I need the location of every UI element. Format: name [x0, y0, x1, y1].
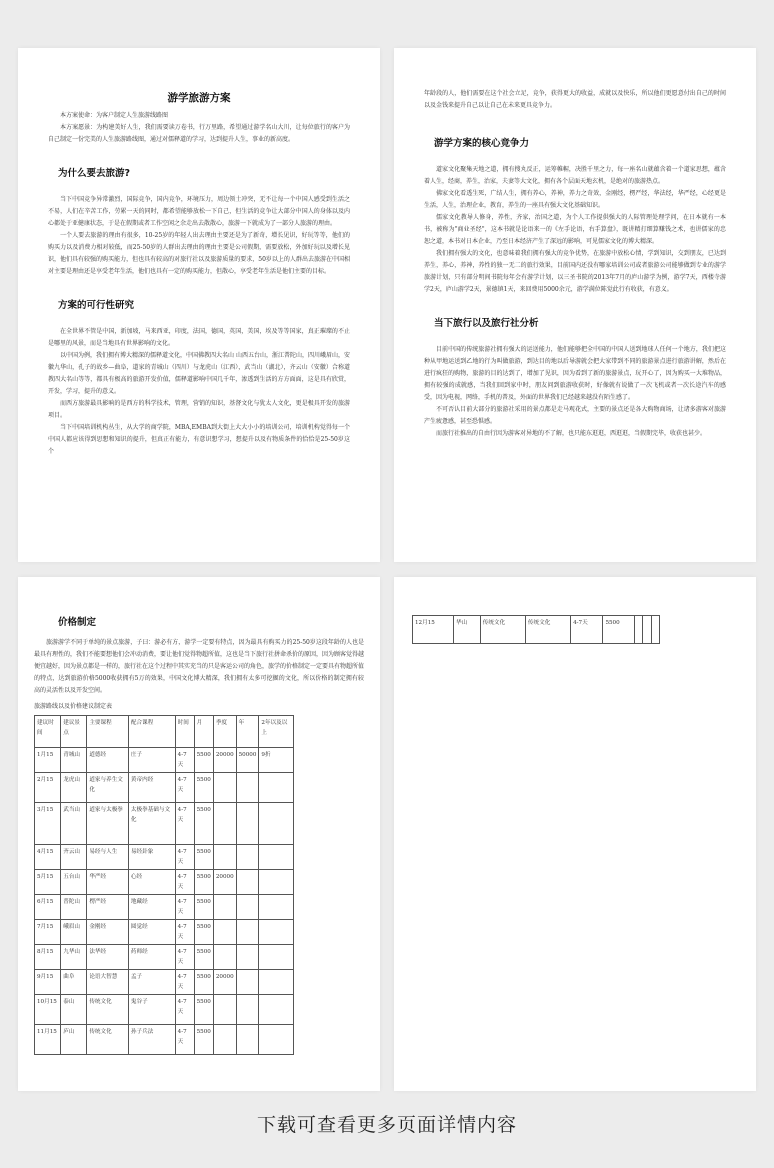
paragraph-continuation: 年龄段的人，他们需要在这个社会立足，竞争，获得更大的收益，成就以及快乐，所以他们更愿意付出自己的时间以及金钱来提升自己以让自己在未来更具竞争力。 — [424, 90, 726, 109]
table-cell — [259, 870, 294, 895]
table-cell: 齐云山 — [61, 845, 87, 870]
table-cell: 5500 — [194, 995, 213, 1025]
table-cell: 普陀山 — [61, 895, 87, 920]
table-caption: 旅游路线以及价格建议制定表 — [34, 703, 113, 710]
document-page-2 — [394, 48, 756, 562]
table-row — [35, 870, 294, 895]
table-cell: 道德经 — [87, 748, 129, 773]
table-row — [35, 995, 294, 1025]
table-cell — [259, 1025, 294, 1055]
table-cell — [259, 803, 294, 845]
table-cell: 6月15 — [35, 895, 61, 920]
table-cell: 20000 — [213, 748, 236, 773]
table-header: 建议景点 — [61, 716, 87, 748]
table-cell — [213, 895, 236, 920]
table-cell: 金刚经 — [87, 920, 129, 945]
table-cell: 地藏经 — [128, 895, 175, 920]
table-cell — [213, 945, 236, 970]
table-cell: 4-7天 — [175, 803, 194, 845]
table-cell: 4-7天 — [175, 995, 194, 1025]
table-header: 时间 — [175, 716, 194, 748]
table-cell — [236, 895, 259, 920]
table-cell — [213, 1025, 236, 1055]
table-cell — [236, 995, 259, 1025]
table-cell: 5500 — [194, 920, 213, 945]
table-cell: 心经 — [128, 870, 175, 895]
table-cell: 5500 — [194, 970, 213, 995]
table-cell: 5500 — [194, 845, 213, 870]
table-cell: 1月15 — [35, 748, 61, 773]
table-cell: 曲阜 — [61, 970, 87, 995]
table-cell — [259, 920, 294, 945]
table-row — [35, 748, 294, 773]
table-cell: 4-7天 — [175, 895, 194, 920]
table-row — [35, 773, 294, 803]
paragraph: 而旅行社推出的自由行因为游客对异地的不了解，也只能东逛逛，西逛逛，当假期完毕，收获也甚少。 — [436, 430, 707, 437]
table-cell: 庐山 — [61, 1025, 87, 1055]
table-cell — [259, 773, 294, 803]
table-row — [35, 920, 294, 945]
table-cell: 太极拳基础与文化 — [128, 803, 175, 845]
table-cell: 9月15 — [35, 970, 61, 995]
table-header: 月 — [194, 716, 213, 748]
table-header: 2年以及以上 — [259, 716, 294, 748]
table-cell: 华山 — [453, 616, 480, 644]
table-header: 年 — [236, 716, 259, 748]
table-cell: 5500 — [194, 1025, 213, 1055]
paragraph: 在全世界不管是中国，新加坡，马来西亚，印度，法国，德国，英国，美国，埃及等等国家，真正璀璨的不止是哪里的风景，而是当地具有世界影响的文化。 — [48, 328, 350, 347]
table-cell: 4-7天 — [175, 870, 194, 895]
table-cell: 5500 — [194, 870, 213, 895]
table-cell — [236, 920, 259, 945]
table-cell: 3月15 — [35, 803, 61, 845]
mission-statement: 本方案使命：为客户制定人生旅游线路图 — [60, 112, 169, 119]
table-cell: 圆觉经 — [128, 920, 175, 945]
table-cell — [259, 895, 294, 920]
table-header: 主要课程 — [87, 716, 129, 748]
table-cell — [643, 616, 651, 644]
download-prompt[interactable]: 下载可查看更多页面详情内容 — [256, 1114, 517, 1136]
table-cell: 龙虎山 — [61, 773, 87, 803]
table-cell: 5500 — [194, 895, 213, 920]
document-page-3 — [18, 577, 380, 1091]
table-cell: 九华山 — [61, 945, 87, 970]
table-row — [35, 1025, 294, 1055]
table-cell: 5500 — [194, 945, 213, 970]
table-cell: 道家与太极拳 — [87, 803, 129, 845]
table-cell: 5500 — [603, 616, 635, 644]
table-cell: 华严经 — [87, 870, 129, 895]
table-cell: 鬼谷子 — [128, 995, 175, 1025]
paragraph: 儒家文化教导人修身，养性，齐家，治国之道，为个人工作提供强大的人际管理处理学问，在日本就有一本书，被称为"商业圣经"，这本书就是论语来一的《左手论语，右手算盘》，既讲精打细算赚钱之术，也讲儒家的忠恕之道，本书对日本企业，乃至日本经济产生了深远的影响，可见儒家文化的博大精深。 — [424, 214, 726, 245]
table-cell: 20000 — [213, 970, 236, 995]
paragraph: 目前中国的传统旅游社拥有强大的运送能力，他们能够把全中国的中国人送到地球人任何一个地方，我们把这种从甲地运送到乙地的行为叫做旅游，到达目的地以后导游就会把大家带到不同的旅游景点进行旅游讲解，然后在进行疯狂的购物，旅游的目的达到了，增加了见识，因为看到了新的旅游景点，玩开心了，因为购买一大堆物品，拥有较强的成就感，当我们回到家中时，朋友问到旅游收获时，好像就有说做了一次飞机或者一次长途汽车的感受，因为电视，网络，手机的普及，外面的世界我们已经越来越没有陌生感了。 — [424, 346, 726, 401]
table-cell: 5500 — [194, 773, 213, 803]
table-cell: 楞严经 — [87, 895, 129, 920]
table-cell: 传统文化 — [480, 616, 525, 644]
table-cell — [236, 773, 259, 803]
document-page-1 — [18, 48, 380, 562]
table-cell: 4-7天 — [175, 970, 194, 995]
paragraph: 当下中国培训机构丛生，从大学的商学院，MBA,EMBA到大街上大大小小的培训公司，培训机构觉得每一个中国人都应该得到思想和知识的提升，但真正有能力，有意识想学习，想提升以及有物质条件的恰恰是25-50岁这个 — [48, 424, 350, 455]
price-table-continuation — [412, 615, 660, 644]
table-cell — [213, 845, 236, 870]
table-cell: 峨眉山 — [61, 920, 87, 945]
table-cell — [236, 1025, 259, 1055]
table-cell: 4-7天 — [175, 748, 194, 773]
table-cell: 8月15 — [35, 945, 61, 970]
paragraph: 当下中国竞争异常激烈，国际竞争，国内竞争，环境压力，周边领土冲突，无不让每一个中国人感受到生活之不易，人们在辛苦工作，劳累一天的同时，都希望能够放松一下自己，但生活的竞争让大部分中国人的身体以及内心都处于亚健康状态，于是在假期或者工作空闲之余走出去散散心，旅游一下就成为了一部分人旅游的理由。 — [48, 196, 350, 227]
table-row — [35, 945, 294, 970]
document-title: 游学旅游方案 — [167, 92, 231, 104]
table-cell — [213, 995, 236, 1025]
paragraph: 而西方旅游最具影响的是西方的科学技术，管理，营销的知识，基督文化与犹太人文化，更是极具开发的旅游项目。 — [48, 400, 350, 419]
table-cell: 4月15 — [35, 845, 61, 870]
table-row — [35, 895, 294, 920]
table-cell: 4-7天 — [175, 845, 194, 870]
table-cell: 药师经 — [128, 945, 175, 970]
table-cell — [635, 616, 643, 644]
paragraph: 道家文化聚集天地之道，拥有搜丸反正，运筹帷幄，决胜千里之力，每一座名山就蕴含着一个道家思想，蕴含着人生，经商，养生，治家，夫妻等大文化，拥有各个层面天地玄机，是绝对的旅游热点。 — [424, 166, 726, 185]
table-cell: 法华经 — [87, 945, 129, 970]
table-header-row — [35, 716, 294, 748]
paragraph: 以中国为例，我们拥有博大精深的儒释道文化，中国佛教四大名山 山西五台山，浙江普陀山，四川峨眉山，安徽九华山，孔子的故乡—曲阜，道家的青城山（四川）与龙虎山（江西），武当山（湖北），齐云山（安徽）合称道教四大名山等等，都具有极高的旅游开发价值，儒释道影响中国几千年，渗透到生活的方方面面，这是具有欣赏，开发，学习，提升的意义。 — [48, 352, 350, 395]
table-cell — [213, 920, 236, 945]
table-header: 建议时间 — [35, 716, 61, 748]
table-cell: 5月15 — [35, 870, 61, 895]
table-cell: 10月15 — [35, 995, 61, 1025]
table-row — [413, 616, 660, 644]
table-cell: 传统文化 — [87, 1025, 129, 1055]
table-cell — [259, 970, 294, 995]
paragraph: 佛家文化看透生死，广结人生，拥有养心，养神，养力之奇效，金刚经，楞严经，华法经，华严经，心经更是生活，人生，治理企业，教育，养生的一座具有强大文化基础知识。 — [424, 190, 726, 209]
table-cell: 道家与养生文化 — [87, 773, 129, 803]
table-cell — [259, 845, 294, 870]
table-cell: 7月15 — [35, 920, 61, 945]
table-header: 季度 — [213, 716, 236, 748]
table-cell: 11月15 — [35, 1025, 61, 1055]
table-cell: 孙子兵法 — [128, 1025, 175, 1055]
table-cell: 泰山 — [61, 995, 87, 1025]
table-cell: 4-7天 — [571, 616, 603, 644]
paragraph: 旅游游学不同于单纯的景点旅游，子曰：游必有方，游学一定要有特点，因为最具有购买力的25-50岁这段年龄的人也是最具有理性的，我们不能要想他们会冲动消费，要让他们觉得物超所值，这也是当下旅行社拼命杀价的原因，因为顾客觉得越便宜越好，因为景点都是一样的，旅行社在这个过程中其实充当的只是客运公司的角色，旅学的价格制定一定要具有物超所值的特点，达到旅游价格5000收获拥有5万的效果，中国文化博大精深，我们拥有太多可挖掘的文化，所以价格的制定拥有较高的灵活性以及开发空间。 — [34, 639, 365, 694]
table-cell: 易经与人生 — [87, 845, 129, 870]
paragraph: 不可否认目前大部分的旅游社采用的景点都是走马观花式，主要的景点还是各大购物商场，让诸多游客对旅游产生疲惫感，甚至恐惧感。 — [424, 406, 726, 425]
table-cell: 4-7天 — [175, 945, 194, 970]
table-cell: 9折 — [259, 748, 294, 773]
table-cell — [651, 616, 659, 644]
table-header: 配合课程 — [128, 716, 175, 748]
document-page-4 — [394, 577, 756, 1091]
table-row — [35, 845, 294, 870]
table-cell: 50000 — [236, 748, 259, 773]
section-heading-analysis: 当下旅行以及旅行社分析 — [434, 318, 539, 329]
table-cell: 5500 — [194, 748, 213, 773]
table-cell: 庄子 — [128, 748, 175, 773]
section-heading-price: 价格制定 — [58, 617, 97, 628]
table-row — [35, 803, 294, 845]
table-cell: 12月15 — [413, 616, 454, 644]
table-cell: 4-7天 — [175, 773, 194, 803]
table-cell — [236, 803, 259, 845]
paragraph: 一个人要去旅游的理由有很多，10-25岁的年轻人出去理由主要还是为了新奇，增长见识，好玩等等，他们的购买力以及消费力相对较低，而25-50岁的人群出去理由的理由主要是公司假期，需要放松，外加好玩以及增长见识，他们具有较强的购买能力，但也具有较高的对旅行社以及旅游质量的要求，50岁以上的人群出去旅游在中国相对主要是理由还是享受老年生活，他们也具有一定的购买能力，但散心，享受老年生活是他们主要的目标。 — [48, 232, 350, 275]
paragraph: 我们拥有强大的文化，也意味着我们拥有强大的竞争优势，在旅游中放松心情，学到知识，交到朋友，已达到养生，养心，养神，养性的独一无二的旅行效果，目前国内还没有哪家培训公司或者旅游公司能够做到专业的游学旅游计划，只有部分明间书院每年会有游学计划，以三圣书院的2013年7月的庐山游学为例，游学7天，西楼寺游学2天，庐山游学2天，景德镇1天，来回费用5000余元，游学满位陈觉此行有收获，有意义。 — [424, 250, 726, 293]
section-heading-core: 游学方案的核心竞争力 — [434, 138, 530, 149]
vision-statement: 本方案愿景：为构建美好人生，我们需要读万卷书，行万里路，希望通过游学名山大川，让每位旅行的客户为自己制定一份完美的人生旅游路线图，通过对儒释道的学习，达到提升人生，事业的新高度。 — [48, 124, 350, 143]
table-cell — [236, 945, 259, 970]
table-row — [35, 970, 294, 995]
table-cell: 4-7天 — [175, 1025, 194, 1055]
table-cell: 武当山 — [61, 803, 87, 845]
table-cell: 黄帝内经 — [128, 773, 175, 803]
table-cell: 易经卦象 — [128, 845, 175, 870]
table-cell: 传统文化 — [87, 995, 129, 1025]
table-cell — [236, 845, 259, 870]
table-cell: 传统文化 — [525, 616, 570, 644]
table-cell: 2月15 — [35, 773, 61, 803]
table-cell: 孟子 — [128, 970, 175, 995]
table-cell — [259, 945, 294, 970]
table-cell — [236, 870, 259, 895]
table-cell — [236, 970, 259, 995]
section-heading-why: 为什么要去旅游? — [58, 168, 131, 179]
table-cell — [259, 995, 294, 1025]
table-cell: 4-7天 — [175, 920, 194, 945]
table-cell: 五台山 — [61, 870, 87, 895]
price-table — [34, 715, 294, 1055]
table-cell: 青城山 — [61, 748, 87, 773]
section-heading-feasibility: 方案的可行性研究 — [58, 300, 135, 311]
table-cell — [213, 773, 236, 803]
table-cell: 20000 — [213, 870, 236, 895]
table-cell: 论语大智慧 — [87, 970, 129, 995]
table-cell — [213, 803, 236, 845]
table-cell: 5500 — [194, 803, 213, 845]
